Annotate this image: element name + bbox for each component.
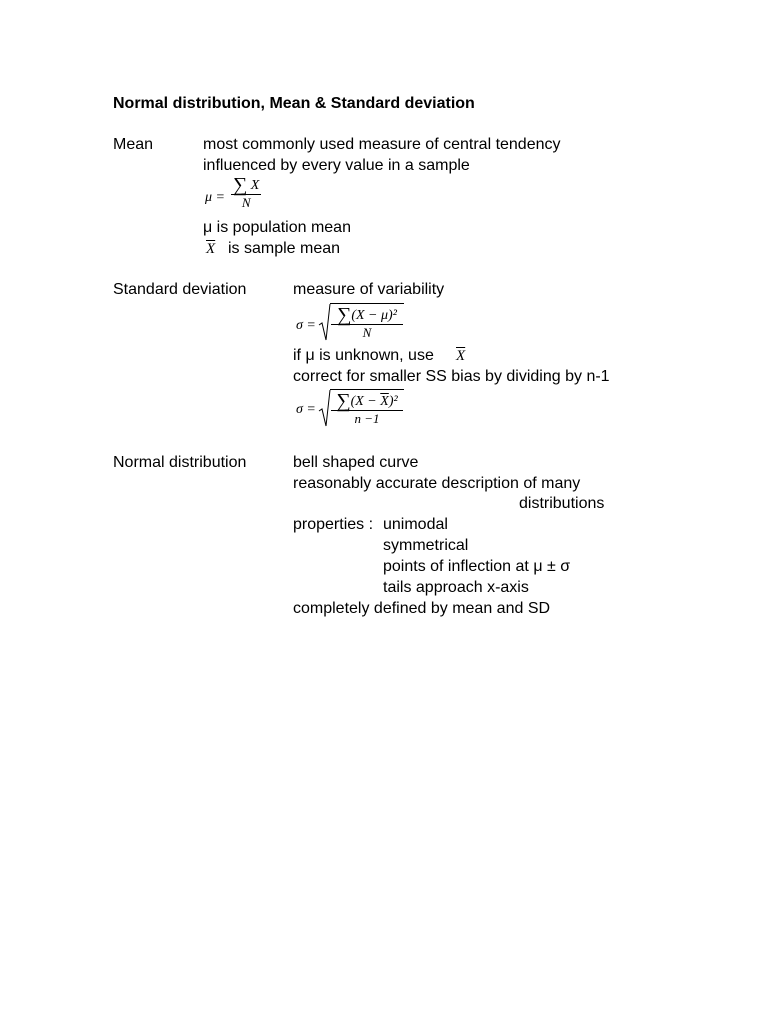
- mean-line-2: influenced by every value in a sample: [203, 157, 470, 174]
- properties-label: properties :: [293, 516, 374, 533]
- mean-formula-den: N: [241, 195, 251, 210]
- normal-last-line: completely defined by mean and SD: [293, 600, 551, 617]
- mean-label: Mean: [113, 136, 154, 153]
- sd-label: Standard deviation: [113, 281, 247, 298]
- sd-formula-2-num-post: )²: [388, 394, 398, 409]
- mean-line-1: most commonly used measure of central tendency: [203, 136, 561, 153]
- sd-formula-2-fraction: [331, 390, 403, 427]
- sd-line-2: if μ is unknown, use: [293, 347, 434, 364]
- normal-label: Normal distribution: [113, 454, 247, 471]
- sd-formula-1-fraction: [331, 304, 403, 341]
- sd-formula-2-num-pre: (X −: [350, 394, 381, 409]
- sqrt-sign: [319, 389, 331, 429]
- property-item: symmetrical: [383, 537, 469, 554]
- sample-mean-symbol: $\overline{X}$: [206, 241, 216, 257]
- sd-line-3: correct for smaller SS bias by dividing by n-1: [293, 368, 610, 385]
- sum-symbol: ∑: [336, 390, 351, 412]
- sqrt-sign: [319, 303, 331, 343]
- sample-mean-symbol: $\overline{X}$: [456, 348, 466, 364]
- mean-note-2: is sample mean: [228, 240, 341, 257]
- page-title: Normal distribution, Mean & Standard deviation: [113, 95, 475, 112]
- mean-note-1: μ is population mean: [203, 219, 351, 236]
- sd-formula-1-den: N: [362, 325, 372, 340]
- property-item: points of inflection at μ ± σ: [383, 558, 571, 575]
- sd-formula-1-num: (X − μ)²: [351, 308, 397, 323]
- normal-line-1: bell shaped curve: [293, 454, 419, 471]
- mean-formula-lhs: μ =: [205, 190, 225, 205]
- sd-formula-2-den: n −1: [354, 411, 380, 426]
- property-item: unimodal: [383, 516, 448, 533]
- normal-line-2b: distributions: [519, 495, 605, 512]
- normal-line-2: reasonably accurate description of many: [293, 475, 581, 492]
- sd-formula-2-xbar: $\overline{X}$: [380, 394, 389, 409]
- sd-formula-2-lhs: σ =: [296, 402, 316, 417]
- property-item: tails approach x-axis: [383, 579, 529, 596]
- sd-line-1: measure of variability: [293, 281, 445, 298]
- sum-symbol: ∑: [337, 304, 352, 326]
- sum-symbol: ∑: [233, 174, 248, 196]
- mean-formula-num: X: [250, 178, 260, 193]
- mean-formula-fraction: [231, 174, 261, 211]
- sd-formula-1-lhs: σ =: [296, 318, 316, 333]
